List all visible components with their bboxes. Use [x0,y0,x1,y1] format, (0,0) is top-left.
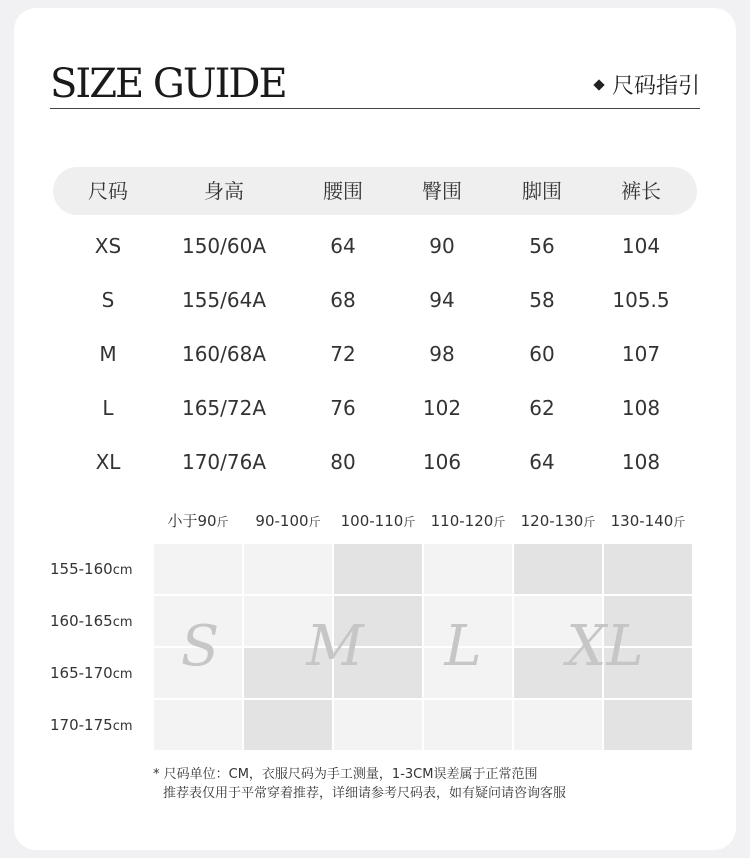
grid-cell [514,700,602,750]
size-table-cell: L [102,396,114,420]
height-unit: cm [112,615,133,630]
size-table-header-cell: 脚围 [522,179,562,203]
height-range-label [50,663,150,685]
weight-range-value: 120-130 [520,512,584,530]
size-table-header-cell: 腰围 [323,179,363,203]
size-table-cell: 80 [330,450,356,474]
weight-unit: 斤 [216,515,229,529]
size-table-cell: 62 [529,396,555,420]
grid-cell [604,544,692,594]
page-title: SIZE GUIDE [50,61,286,107]
size-table-cell: 58 [529,288,555,312]
height-range-label [50,715,150,737]
size-table-cell: 68 [330,288,356,312]
height-unit: cm [112,667,133,682]
weight-range-value: 100-110 [340,512,404,530]
note-line-2: 推荐表仅用于平常穿着推荐，详细请参考尺码表，如有疑问请咨询客服 [163,786,567,801]
grid-cell [424,700,512,750]
grid-cell [154,700,242,750]
weight-range-label [424,509,512,533]
weight-range-value: 130-140 [610,512,674,530]
size-table-cell: S [101,288,115,312]
note-line-1: * 尺码单位：CM，衣服尺码为手工测量，1-3CM误差属于正常范围 [153,767,538,782]
weight-range-value: 小于90 [167,512,217,530]
height-range-value: 160-165 [50,612,113,630]
size-table-cell: 104 [621,234,661,258]
weight-range-value: 110-120 [430,512,494,530]
size-table-cell: 60 [529,342,555,366]
size-table-cell: 108 [621,450,661,474]
size-table-cell: 106 [422,450,462,474]
size-table-cell: 155/64A [181,288,267,312]
size-table-cell: 64 [330,234,356,258]
size-table-cell: 105.5 [612,288,670,312]
size-table-header-cell: 裤长 [621,179,661,203]
size-table-header-cell: 臀围 [422,179,462,203]
height-range-value: 165-170 [50,664,113,682]
weight-unit: 斤 [583,515,596,529]
size-region-label: S [180,614,220,679]
height-range-label [50,559,150,581]
size-table-cell: XL [95,450,121,474]
height-unit: cm [112,719,133,734]
grid-cell [514,544,602,594]
grid-cell [334,700,422,750]
size-table-cell: M [99,342,117,366]
size-table-cell: 170/76A [181,450,267,474]
size-table-cell: 64 [529,450,555,474]
height-range-value: 155-160 [50,560,113,578]
size-table-cell: XS [94,234,122,258]
size-table-header-cell: 尺码 [88,179,128,203]
grid-cell [244,700,332,750]
diamond-icon [593,79,604,90]
size-table-cell: 160/68A [181,342,267,366]
title-divider [50,108,700,109]
weight-range-label [154,509,242,533]
size-table-cell: 56 [529,234,555,258]
size-table-cell: 150/60A [181,234,267,258]
size-region-label: M [306,614,364,679]
grid-cell [244,544,332,594]
size-table-cell: 76 [330,396,356,420]
grid-cell [334,544,422,594]
size-table-header-cell: 身高 [204,179,244,203]
size-table-cell: 94 [429,288,455,312]
size-table-cell: 102 [422,396,462,420]
weight-unit: 斤 [308,515,321,529]
size-table-cell: 90 [429,234,455,258]
height-range-label [50,611,150,633]
weight-range-value: 90-100 [255,512,309,530]
weight-range-label [244,509,332,533]
size-region-label: XL [566,614,644,679]
subtitle-text: 尺码指引 [611,74,700,99]
size-table-cell: 72 [330,342,356,366]
height-unit: cm [112,563,133,578]
size-table-cell: 98 [429,342,455,366]
height-range-value: 170-175 [50,716,113,734]
weight-range-label [514,509,602,533]
grid-cell [424,544,512,594]
weight-range-label [604,509,692,533]
size-table-cell: 108 [621,396,661,420]
size-region-label: L [444,614,482,679]
size-table-cell: 107 [621,342,661,366]
weight-unit: 斤 [493,515,506,529]
weight-unit: 斤 [673,515,686,529]
grid-cell [604,700,692,750]
size-table-cell: 165/72A [181,396,267,420]
grid-cell [154,544,242,594]
weight-unit: 斤 [403,515,416,529]
weight-range-label [334,509,422,533]
page-subtitle [595,72,700,102]
